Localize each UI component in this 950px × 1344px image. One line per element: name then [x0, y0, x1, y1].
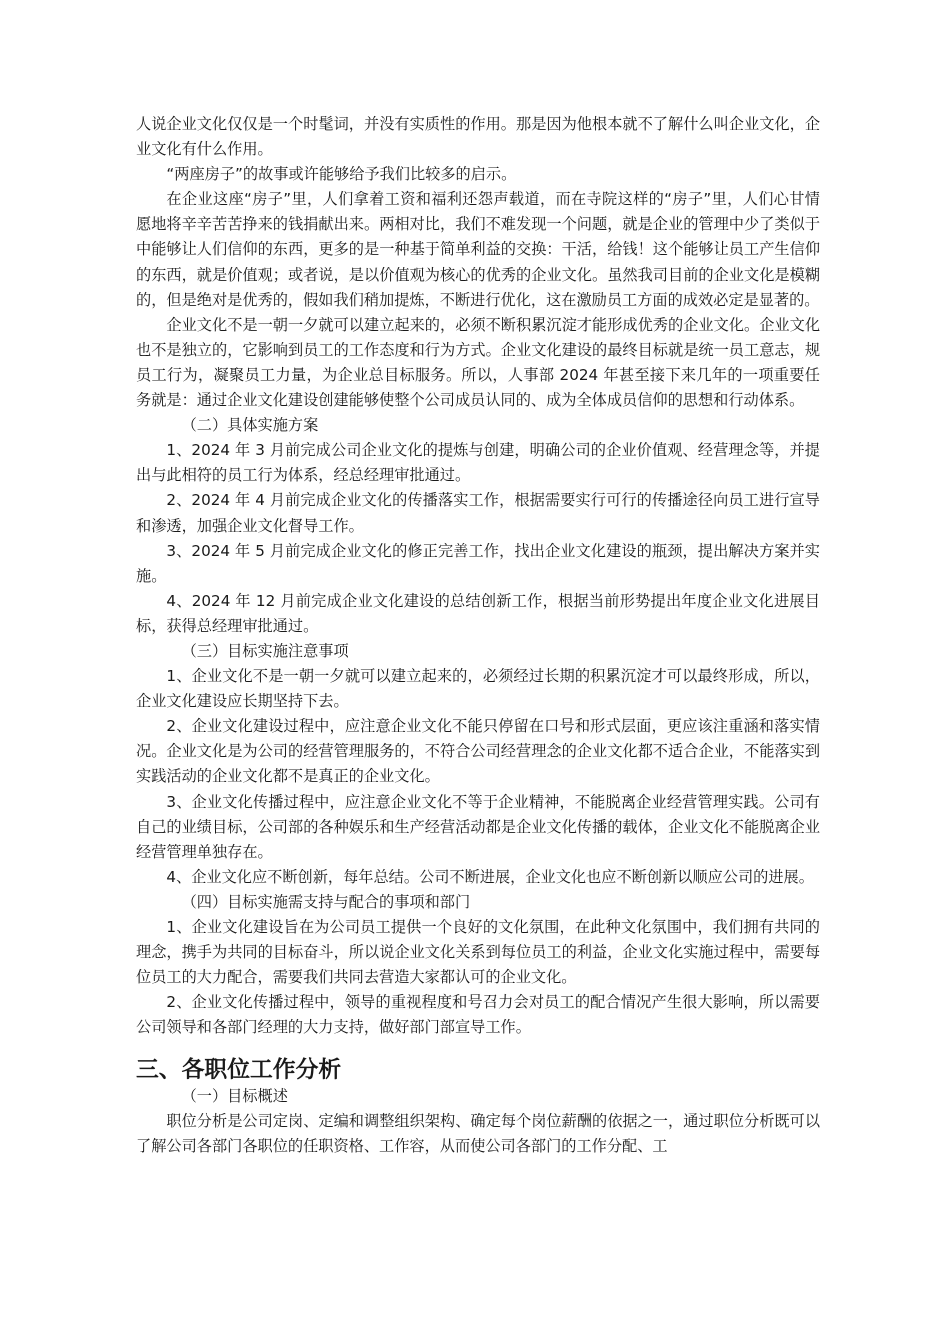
plan-item-3: 3、2024 年 5 月前完成企业文化的修正完善工作，找出企业文化建设的瓶颈，提出解决方案并实施。 [136, 541, 820, 585]
document-page [136, 112, 820, 1159]
subheading-precautions: （三）目标实施注意事项 [181, 641, 349, 660]
paragraph-job-analysis: 职位分析是公司定岗、定编和调整组织架构、确定每个岗位薪酬的依据之一，通过职位分析既可以了解公司各部门各职位的任职资格、工作容，从而使公司各部门的工作分配、工 [136, 1111, 820, 1155]
precaution-item-4: 4、企业文化应不断创新，每年总结。公司不断进展，企业文化也应不断创新以顺应公司的进展。 [166, 867, 814, 886]
paragraph-two-houses: “两座房子”的故事或许能够给予我们比较多的启示。 [166, 165, 517, 184]
paragraph-culture-goal: 企业文化不是一朝一夕就可以建立起来的，必须不断积累沉淀才能形成优秀的企业文化。企业文化也不是独立的，它影响到员工的工作态度和行为方式。企业文化建设的最终目标就是统一员工意志，规员工行为，凝聚员工力量，为企业总目标服务。所以，人事部 2024 年甚至接下来几年的一项重要任务就是：通过企业文化建设创建能够使整个公司成员认同的、成为全体成员信仰的思想和行动体系。 [136, 315, 820, 410]
paragraph-comparison: 在企业这座“房子”里，人们拿着工资和福利还怨声载道，而在寺院这样的“房子”里，人们心甘情愿地将辛辛苦苦挣来的钱捐献出来。两相对比，我们不难发现一个问题，就是企业的管理中少了类似于中能够让人们信仰的东西，更多的是一种基于简单利益的交换：干活，给钱！这个能够让员工产生信仰的东西，就是价值观；或者说，是以价值观为核心的优秀的企业文化。虽然我司目前的企业文化是模糊的，但是绝对是优秀的，假如我们稍加提炼，不断进行优化，这在激励员工方面的成效必定是显著的。 [136, 190, 820, 309]
precaution-item-1: 1、企业文化不是一朝一夕就可以建立起来的，必须经过长期的积累沉淀才可以最终形成，所以，企业文化建设应长期坚持下去。 [136, 667, 820, 711]
support-item-2: 2、企业文化传播过程中，领导的重视程度和号召力会对员工的配合情况产生很大影响，所以需要公司领导和各部门经理的大力支持，做好部门部宣导工作。 [136, 993, 820, 1037]
plan-item-2: 2、2024 年 4 月前完成企业文化的传播落实工作，根据需要实行可行的传播途径向员工进行宣导和渗透，加强企业文化督导工作。 [136, 491, 820, 535]
precaution-item-3: 3、企业文化传播过程中，应注意企业文化不等于企业精神，不能脱离企业经营管理实践。公司有自己的业绩目标，公司部的各种娱乐和生产经营活动都是企业文化传播的载体，企业文化不能脱离企业经营管理单独存在。 [136, 792, 820, 861]
plan-item-1: 1、2024 年 3 月前完成公司企业文化的提炼与创建，明确公司的企业价值观、经营理念等，并提出与此相符的员工行为体系，经总经理审批通过。 [136, 441, 820, 485]
subheading-implementation-plan: （二）具体实施方案 [181, 416, 319, 435]
subheading-objective-overview: （一）目标概述 [181, 1086, 288, 1105]
paragraph-intro: 人说企业文化仅仅是一个时髦词，并没有实质性的作用。那是因为他根本就不了解什么叫企业文化，企业文化有什么作用。 [136, 115, 820, 159]
plan-item-4: 4、2024 年 12 月前完成企业文化建设的总结创新工作，根据当前形势提出年度企业文化进展目标，获得总经理审批通过。 [136, 591, 820, 635]
support-item-1: 1、企业文化建设旨在为公司员工提供一个良好的文化氛围，在此种文化氛围中，我们拥有共同的理念，携手为共同的目标奋斗，所以说企业文化关系到每位员工的利益，企业文化实施过程中，需要每位员工的大力配合，需要我们共同去营造大家都认可的企业文化。 [136, 918, 820, 987]
subheading-support: （四）目标实施需支持与配合的事项和部门 [181, 892, 471, 911]
section-heading-job-analysis: 三、各职位工作分析 [136, 1057, 342, 1084]
precaution-item-2: 2、企业文化建设过程中，应注意企业文化不能只停留在口号和形式层面，更应该注重涵和落实情况。企业文化是为公司的经营管理服务的，不符合公司经营理念的企业文化都不适合企业，不能落实到实践活动的企业文化都不是真正的企业文化。 [136, 717, 820, 786]
